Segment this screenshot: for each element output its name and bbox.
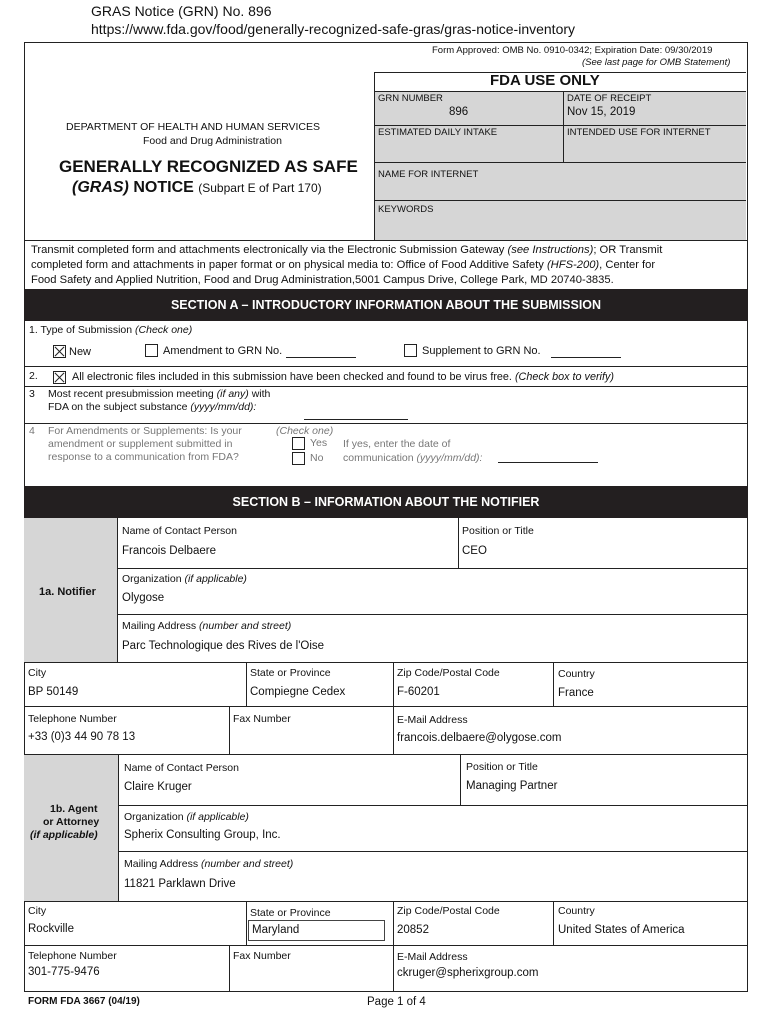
- supplement-grn-field[interactable]: [551, 357, 621, 358]
- q3-line2: FDA on the subject substance (yyyy/mm/dd):: [48, 401, 257, 413]
- q2-number: 2.: [29, 370, 38, 382]
- transmit-line2: completed form and attachments in paper format or on physical media to: Office of Food Additive Safety (HFS-200), Center for: [31, 259, 656, 271]
- notifier-country-label: Country: [558, 668, 595, 680]
- q4-yes-checkbox[interactable]: [292, 437, 305, 450]
- agent-country-label: Country: [558, 905, 595, 917]
- q3-line1: Most recent presubmission meeting (if any) with: [48, 388, 271, 400]
- presubmission-date-field[interactable]: [304, 419, 408, 420]
- section-a-title: SECTION A – INTRODUCTORY INFORMATION ABOUT THE SUBMISSION: [24, 289, 748, 321]
- notifier-org-label: Organization (if applicable): [122, 573, 247, 585]
- agent-email-label: E-Mail Address: [397, 951, 468, 963]
- notifier-contact-label: Name of Contact Person: [122, 525, 237, 537]
- notifier-org-value[interactable]: Olygose: [122, 592, 165, 604]
- agent-position-label: Position or Title: [466, 761, 538, 773]
- q4-ifyes-line2: communication (yyyy/mm/dd):: [343, 452, 483, 464]
- agent-city-label: City: [28, 905, 47, 917]
- agent-country-value[interactable]: United States of America: [558, 924, 685, 936]
- agent-position-value[interactable]: Managing Partner: [466, 780, 558, 792]
- q4-ifyes-line1: If yes, enter the date of: [343, 438, 451, 450]
- notifier-side-label: 1a. Notifier: [39, 586, 96, 598]
- transmit-line1: Transmit completed form and attachments electronically via the Electronic Submission Gateway (see Instructions); OR Transmit: [31, 244, 663, 256]
- q4-number: 4: [29, 425, 35, 437]
- q4-line2: amendment or supplement submitted in: [48, 438, 233, 450]
- date-receipt-label: DATE OF RECEIPT: [567, 93, 652, 104]
- agent-email-value[interactable]: ckruger@spherixgroup.com: [397, 967, 539, 979]
- notice-number: GRAS Notice (GRN) No. 896: [91, 3, 272, 19]
- estimated-intake-label: ESTIMATED DAILY INTAKE: [378, 127, 498, 138]
- agent-phone-label: Telephone Number: [28, 950, 117, 962]
- notifier-state-value[interactable]: Compiegne Cedex: [250, 686, 346, 698]
- notifier-state-label: State or Province: [250, 667, 331, 679]
- agent-fax-label: Fax Number: [233, 950, 291, 962]
- notifier-email-value[interactable]: francois.delbaere@olygose.com: [397, 732, 562, 744]
- agent-zip-label: Zip Code/Postal Code: [397, 905, 500, 917]
- grn-number-label: GRN NUMBER: [378, 93, 443, 104]
- form-title: GENERALLY RECOGNIZED AS SAFE: [59, 157, 358, 176]
- grn-number-value: 896: [449, 106, 469, 118]
- department-name: DEPARTMENT OF HEALTH AND HUMAN SERVICES: [66, 121, 320, 133]
- agent-side-line3: (if applicable): [30, 829, 98, 841]
- date-receipt-value: Nov 15, 2019: [567, 106, 636, 118]
- notice-url: https://www.fda.gov/food/generally-recognized-safe-gras/gras-notice-inventory: [91, 21, 576, 37]
- new-label: New: [69, 346, 92, 358]
- supplement-label: Supplement to GRN No.: [422, 345, 541, 357]
- form-id: FORM FDA 3667 (04/19): [28, 996, 140, 1007]
- agency-name: Food and Drug Administration: [143, 135, 282, 147]
- agent-org-value[interactable]: Spherix Consulting Group, Inc.: [124, 829, 281, 841]
- page-number: Page 1 of 4: [367, 996, 426, 1008]
- q4-no-checkbox[interactable]: [292, 452, 305, 465]
- agent-city-value[interactable]: Rockville: [28, 923, 75, 935]
- fda-use-title: FDA USE ONLY: [490, 72, 600, 89]
- name-internet-label: NAME FOR INTERNET: [378, 169, 479, 180]
- agent-side-line2: or Attorney: [43, 816, 100, 828]
- omb-line: Form Approved: OMB No. 0910-0342; Expiration Date: 09/30/2019: [432, 45, 713, 56]
- notifier-address-label: Mailing Address (number and street): [122, 620, 292, 632]
- agent-org-label: Organization (if applicable): [124, 811, 249, 823]
- agent-address-label: Mailing Address (number and street): [124, 858, 294, 870]
- agent-contact-label: Name of Contact Person: [124, 762, 239, 774]
- keywords-label: KEYWORDS: [378, 204, 434, 215]
- notifier-phone-label: Telephone Number: [28, 713, 117, 725]
- notifier-phone-value[interactable]: +33 (0)3 44 90 78 13: [28, 731, 136, 743]
- agent-state-label: State or Province: [250, 907, 331, 919]
- agent-state-value: Maryland: [252, 924, 300, 936]
- q4-hint: (Check one): [276, 425, 334, 437]
- notifier-country-value[interactable]: France: [558, 687, 594, 699]
- section-b-title: SECTION B – INFORMATION ABOUT THE NOTIFIER: [24, 486, 748, 518]
- q1-label: 1. Type of Submission (Check one): [29, 324, 193, 336]
- supplement-checkbox[interactable]: [404, 344, 417, 357]
- notifier-contact-value[interactable]: Francois Delbaere: [122, 545, 216, 557]
- agent-side-line1: 1b. Agent: [50, 803, 98, 815]
- omb-note: (See last page for OMB Statement): [582, 57, 731, 68]
- agent-phone-value[interactable]: 301-775-9476: [28, 966, 100, 978]
- amendment-grn-field[interactable]: [286, 357, 356, 358]
- notifier-city-label: City: [28, 667, 47, 679]
- q4-line1: For Amendments or Supplements: Is your: [48, 425, 242, 437]
- agent-contact-value[interactable]: Claire Kruger: [124, 781, 192, 793]
- communication-date-field[interactable]: [498, 462, 598, 463]
- q4-yes-label: Yes: [310, 437, 328, 449]
- amendment-label: Amendment to GRN No.: [163, 345, 283, 357]
- q3-number: 3: [29, 388, 35, 400]
- notifier-position-label: Position or Title: [462, 525, 534, 537]
- amendment-checkbox[interactable]: [145, 344, 158, 357]
- notifier-zip-value[interactable]: F-60201: [397, 686, 440, 698]
- q4-no-label: No: [310, 452, 324, 464]
- notifier-position-value[interactable]: CEO: [462, 545, 487, 557]
- intended-use-label: INTENDED USE FOR INTERNET: [567, 127, 711, 138]
- notifier-email-label: E-Mail Address: [397, 714, 468, 726]
- form-title-line2: (GRAS) NOTICE (Subpart E of Part 170): [72, 179, 322, 196]
- q2-text: All electronic files included in this submission have been checked and found to be virus free. (Check box to verify): [72, 371, 614, 383]
- notifier-city-value[interactable]: BP 50149: [28, 686, 79, 698]
- notifier-fax-label: Fax Number: [233, 713, 291, 725]
- transmit-line3: Food Safety and Applied Nutrition, Food and Drug Administration,5001 Campus Drive, College Park, MD 20740-3835.: [31, 274, 614, 286]
- notifier-address-value[interactable]: Parc Technologique des Rives de l'Oise: [122, 640, 325, 652]
- q4-line3: response to a communication from FDA?: [48, 451, 239, 463]
- new-checkbox[interactable]: [53, 345, 66, 358]
- notifier-zip-label: Zip Code/Postal Code: [397, 667, 500, 679]
- agent-zip-value[interactable]: 20852: [397, 924, 429, 936]
- virus-free-checkbox[interactable]: [53, 371, 66, 384]
- agent-address-value[interactable]: 11821 Parklawn Drive: [124, 878, 236, 890]
